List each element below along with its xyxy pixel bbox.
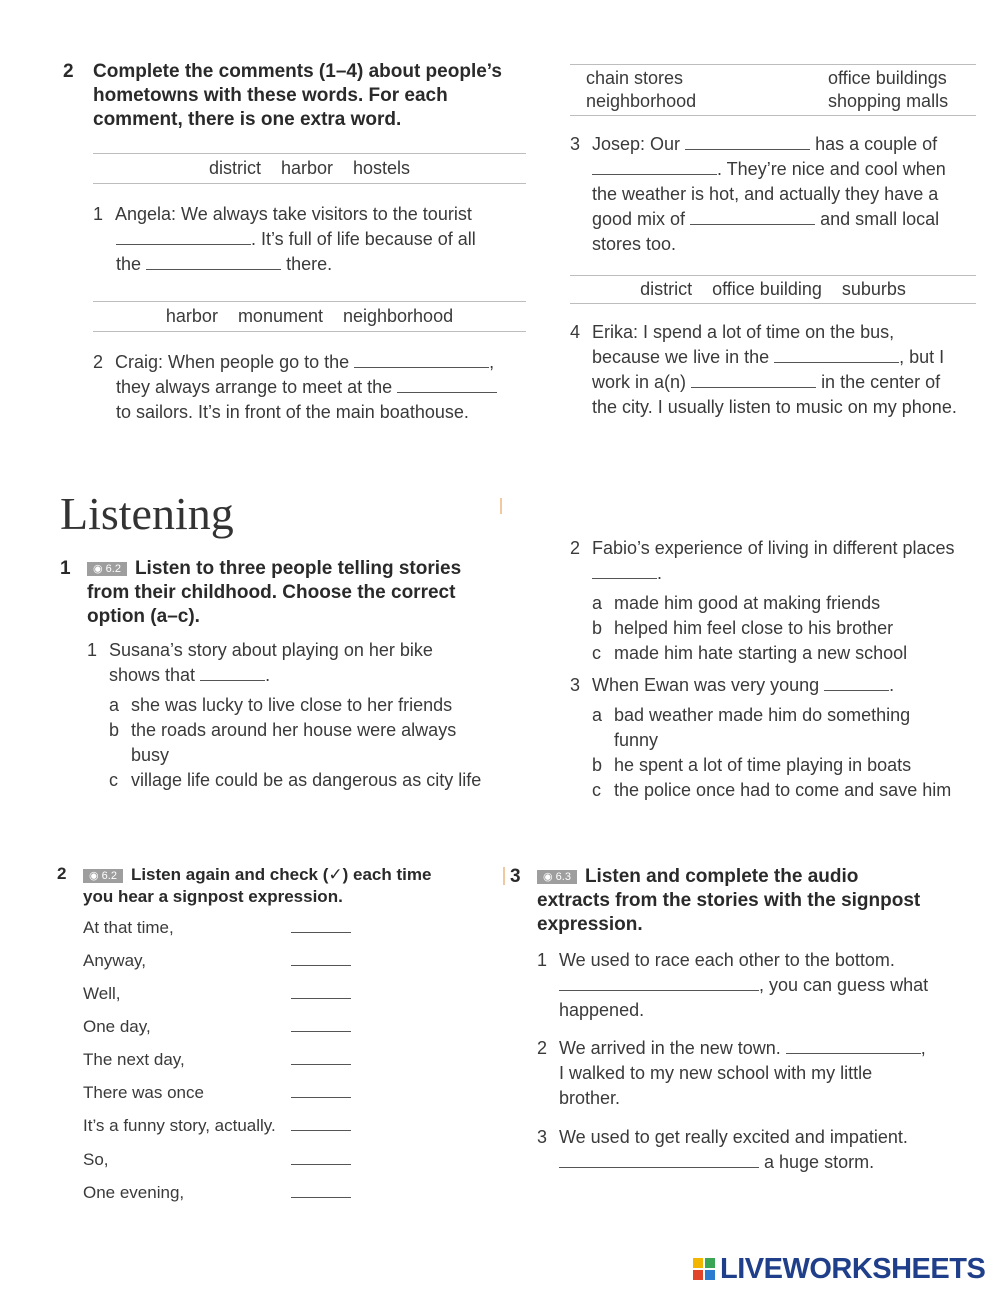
word: hostels: [353, 158, 411, 178]
comment-2: 2 Craig: When people go to the , they always arrange to meet at the to sailors. It’s in front of the main boathouse.: [93, 350, 533, 425]
word: office buildings: [828, 68, 947, 88]
answer-blank[interactable]: [690, 208, 815, 225]
comment-1: 1 Angela: We always take visitors to the tourist . It’s full of life because of all the there.: [93, 204, 476, 274]
comment-3: 3 Josep: Our has a couple of . They’re nice and cool when the weather is hot, and actually they have a good mix of and small local stores too.: [570, 134, 946, 254]
word: monument: [237, 306, 323, 326]
exercise-number: 1: [60, 558, 71, 579]
question-1: 1 Susana’s story about playing on her bike shows that . a she was lucky to live close to her friends b the roads around her house were always busy c village life could be as dangerous as city life: [87, 638, 507, 793]
signpost-item[interactable]: The next day,: [83, 1050, 383, 1072]
audio-icon[interactable]: ◉ 6.2: [83, 869, 123, 883]
divider-mark: [503, 867, 505, 885]
option-a[interactable]: a bad weather made him do something: [592, 705, 911, 725]
option-b[interactable]: b helped him feel close to his brother: [592, 618, 894, 638]
question-3: 3 When Ewan was very young . a bad weather made him do something funny b he spent a lot of time playing in boats c the police once had to come and save him: [570, 673, 990, 803]
exercise-instruction: Complete the comments (1–4) about people’s hometowns with these words. For each comment, there is one extra word.: [93, 61, 502, 130]
question-2: 2 Fabio’s experience of living in different places . a made him good at making friends b helped him feel close to his brother c made him hate starting a new school: [570, 536, 990, 666]
option-b[interactable]: b he spent a lot of time playing in boats: [592, 755, 912, 775]
extract-3: 3 We used to get really excited and impatient. a huge storm.: [537, 1127, 908, 1172]
word-box-4: [570, 275, 976, 304]
answer-blank[interactable]: [824, 674, 889, 691]
answer-blank[interactable]: [116, 228, 251, 245]
signpost-item[interactable]: One day,: [83, 1017, 383, 1039]
audio-icon[interactable]: ◉ 6.3: [537, 870, 577, 884]
extract-2: 2 We arrived in the new town. , I walked to my new school with my little brother.: [537, 1038, 926, 1108]
answer-blank[interactable]: [559, 974, 759, 991]
divider-mark: [500, 498, 502, 514]
word-box-3: [570, 64, 976, 116]
word: harbor: [280, 158, 333, 178]
word: harbor: [165, 306, 218, 326]
option-c[interactable]: c the police once had to come and save him: [592, 780, 952, 800]
answer-blank[interactable]: [146, 253, 281, 270]
answer-blank[interactable]: [685, 133, 810, 150]
answer-blank[interactable]: [354, 351, 489, 368]
word: suburbs: [841, 279, 906, 299]
option-a[interactable]: a she was lucky to live close to her friends: [109, 695, 453, 715]
option-b-cont: busy: [131, 745, 170, 765]
word: chain stores: [586, 68, 684, 88]
audio-icon[interactable]: ◉ 6.2: [87, 562, 127, 576]
comment-4: 4 Erika: I spend a lot of time on the bus, because we live in the , but I work in a(n) in the center of the city. I usually listen to music on my phone.: [570, 322, 957, 417]
option-b[interactable]: b the roads around her house were always: [109, 720, 457, 740]
exercise-instruction: ◉ 6.3 Listen and complete the audio extracts from the stories with the signpost expression.: [537, 866, 921, 935]
word: district: [640, 279, 693, 299]
word-box-1: [93, 153, 526, 184]
word: office building: [712, 279, 822, 299]
option-c[interactable]: c made him hate starting a new school: [592, 643, 908, 663]
answer-blank[interactable]: [786, 1037, 921, 1054]
signpost-item[interactable]: Anyway,: [83, 951, 383, 973]
answer-blank[interactable]: [592, 158, 717, 175]
answer-blank[interactable]: [774, 346, 899, 363]
signpost-item[interactable]: At that time,: [83, 918, 383, 940]
exercise-instruction: ◉ 6.2 Listen to three people telling stories from their childhood. Choose the correct option (a–c).: [87, 558, 462, 627]
signpost-item[interactable]: So,: [83, 1150, 383, 1172]
word-box-2: [93, 301, 526, 332]
option-c[interactable]: c village life could be as dangerous as city life: [109, 770, 482, 790]
answer-blank[interactable]: [592, 562, 657, 579]
word: neighborhood: [586, 91, 697, 111]
exercise-number: 2: [57, 864, 67, 883]
signpost-item[interactable]: It’s a funny story, actually.: [83, 1116, 383, 1138]
exercise-number: 2: [63, 61, 74, 82]
answer-blank[interactable]: [200, 664, 265, 681]
signpost-item[interactable]: One evening,: [83, 1183, 383, 1205]
answer-blank[interactable]: [691, 371, 816, 388]
word: district: [208, 158, 261, 178]
liveworksheets-logo-icon: [693, 1258, 717, 1282]
option-a[interactable]: a made him good at making friends: [592, 593, 881, 613]
exercise-number: 3: [510, 866, 521, 887]
exercise-instruction: ◉ 6.2 Listen again and check (✓) each time you hear a signpost expression.: [83, 865, 432, 906]
signpost-item[interactable]: Well,: [83, 984, 383, 1006]
answer-blank[interactable]: [397, 376, 497, 393]
extract-1: 1 We used to race each other to the bottom. , you can guess what happened.: [537, 950, 929, 1020]
section-title: Listening: [60, 488, 234, 539]
liveworksheets-logo: LIVEWORKSHEETS: [720, 1253, 986, 1285]
signpost-item[interactable]: There was once: [83, 1083, 383, 1105]
option-a-cont: funny: [614, 730, 659, 750]
word: neighborhood: [342, 306, 454, 326]
answer-blank[interactable]: [559, 1151, 759, 1168]
word: shopping malls: [828, 91, 949, 111]
